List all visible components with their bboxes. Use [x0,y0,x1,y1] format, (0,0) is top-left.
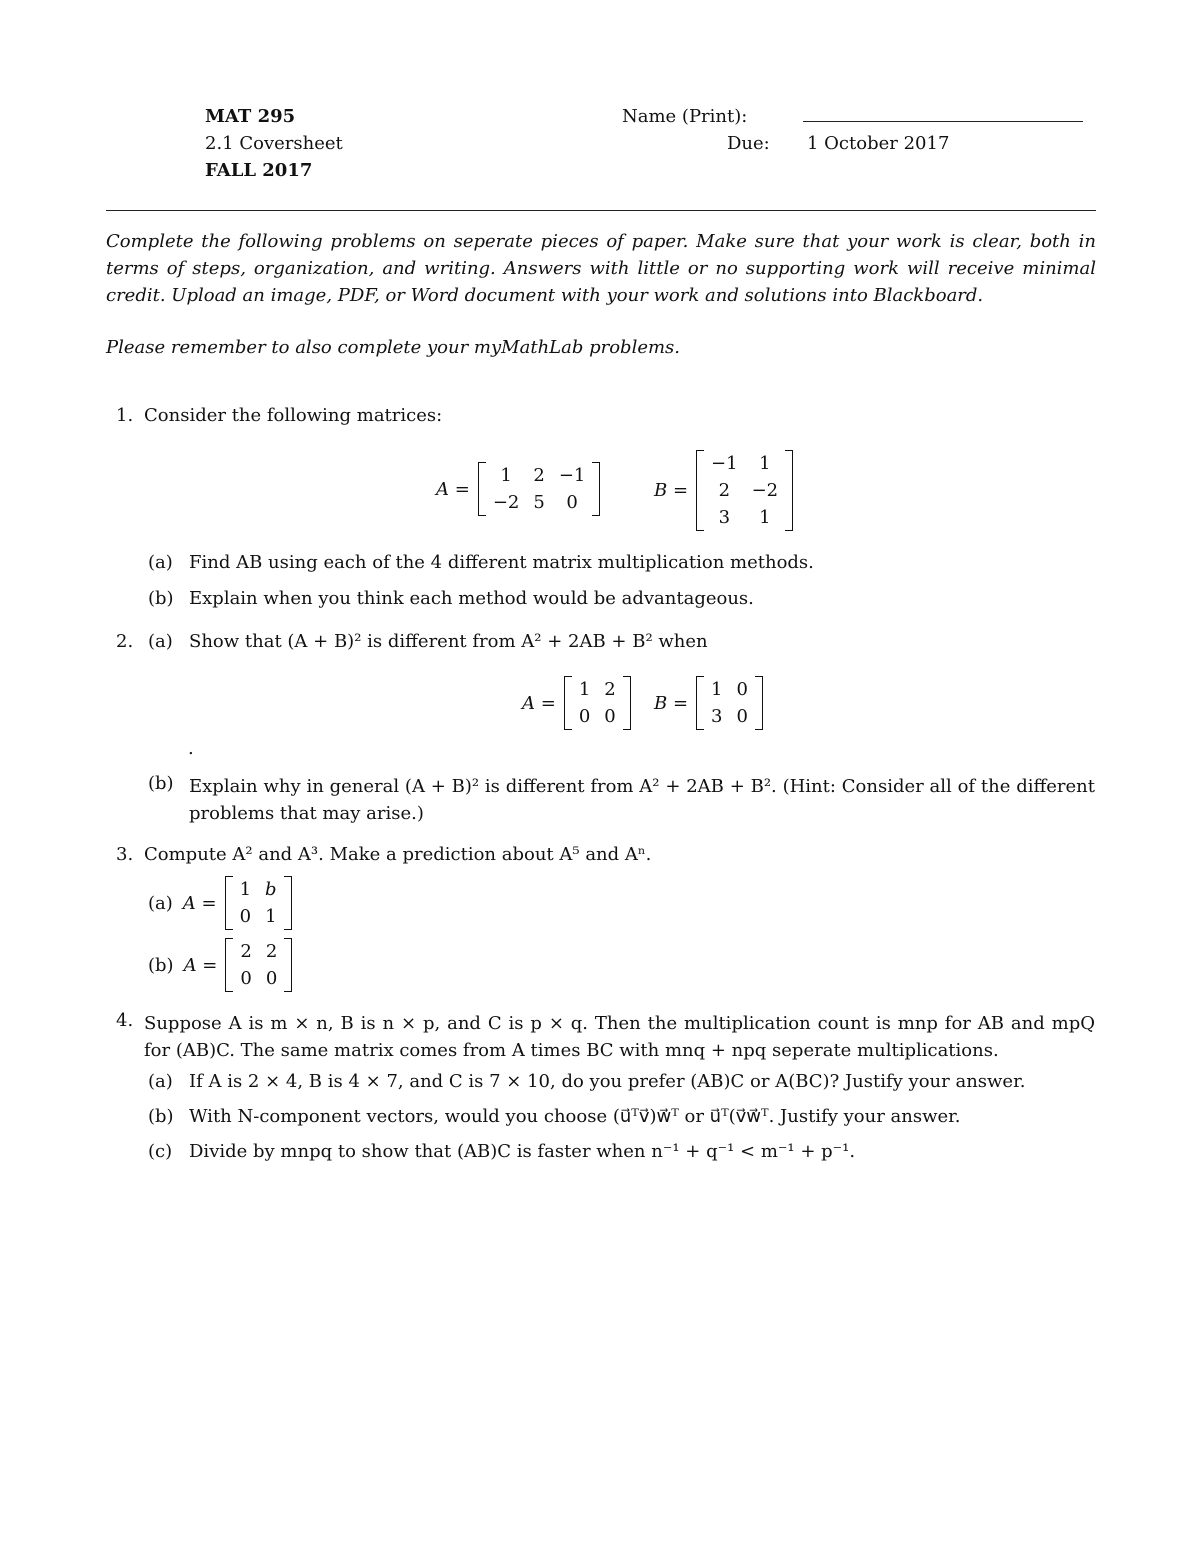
q1-b-label: B = [654,480,689,501]
q2a-label: (a) [148,631,173,652]
q3b-eq: A = [183,954,218,976]
q4c-text: Divide by mnpq to show that (AB)C is faster when n⁻¹ + q⁻¹ < m⁻¹ + p⁻¹. [189,1141,856,1162]
q3a-row [148,876,292,930]
q3a-eq: A = [182,892,217,914]
q2-a-label: A = [522,692,556,714]
q2-stray-dot: . [188,738,194,759]
header-divider [106,210,1096,211]
q3b-label: (b) [148,954,174,976]
term: FALL 2017 [205,160,313,181]
q1-matrix-a [436,462,600,516]
matrix: 1 0 3 0 [696,676,763,730]
instructions-paragraph: Complete the following problems on seperate pieces of paper. Make sure that your work is clear, both in terms of steps, organization, and writing. Answers with little or no supporting work will receive minimal credit. Upload an image, PDF, or Word document with your work and solutions into Blackboard. [106,231,1096,306]
matrix: 2 2 0 0 [225,938,292,992]
name-blank-line [803,121,1083,122]
q3a-label: (a) [148,892,173,914]
q2-b-label: B = [654,692,689,714]
q4b-text: With N-component vectors, would you choose (u⃗ᵀv⃗)w⃗ᵀ or u⃗ᵀ(v⃗w⃗ᵀ. Justify your answer. [189,1106,961,1127]
q1a-label: (a) [148,552,173,573]
q2-matrix-b [654,676,763,730]
q4-text: Suppose A is m × n, B is n × p, and C is p × q. Then the multiplication count is mnp for AB and mpQ for (AB)C. The same matrix comes from A times BC with mnq + npq seperate multiplications. [144,1013,1095,1061]
mymathlab-reminder: Please remember to also complete your myMathLab problems. [106,337,681,358]
q1b-label: (b) [148,588,174,609]
q2a-text: Show that (A + B)² is different from A² + 2AB + B² when [189,631,708,652]
q4a-text: If A is 2 × 4, B is 4 × 7, and C is 7 × 10, do you prefer (AB)C or A(BC)? Justify your answer. [189,1071,1026,1092]
q3-number: 3. [116,844,134,865]
matrix: 1 2 −1 −2 5 0 [478,462,601,516]
q1-matrix-b [654,450,793,531]
matrix: 1 2 0 0 [564,676,631,730]
q1-text: Consider the following matrices: [144,405,443,426]
course-code: MAT 295 [205,106,296,127]
name-label: Name (Print): [622,106,748,127]
sheet-title: 2.1 Coversheet [205,133,343,154]
q1-a-label: A = [436,478,470,500]
q1a-text: Find AB using each of the 4 different matrix multiplication methods. [189,552,814,573]
q1b-text: Explain when you think each method would be advantageous. [189,588,754,609]
q4c-label: (c) [148,1141,173,1162]
q4b-label: (b) [148,1106,174,1127]
q2-number: 2. [116,631,134,652]
matrix: −1 1 2 −2 3 1 [696,450,793,531]
matrix: 1 b 0 1 [225,876,292,930]
q1-number: 1. [116,405,134,426]
q4a-label: (a) [148,1071,173,1092]
q2-matrix-a [522,676,631,730]
due-label: Due: [727,133,770,154]
due-date: 1 October 2017 [807,133,950,154]
q3b-row [148,938,292,992]
q3-text: Compute A² and A³. Make a prediction about A⁵ and Aⁿ. [144,844,652,865]
q2b-label: (b) [148,773,174,794]
q2b-text: Explain why in general (A + B)² is different from A² + 2AB + B². (Hint: Consider all of the different problems that may arise.) [189,776,1095,824]
q4-number: 4. [116,1010,134,1031]
